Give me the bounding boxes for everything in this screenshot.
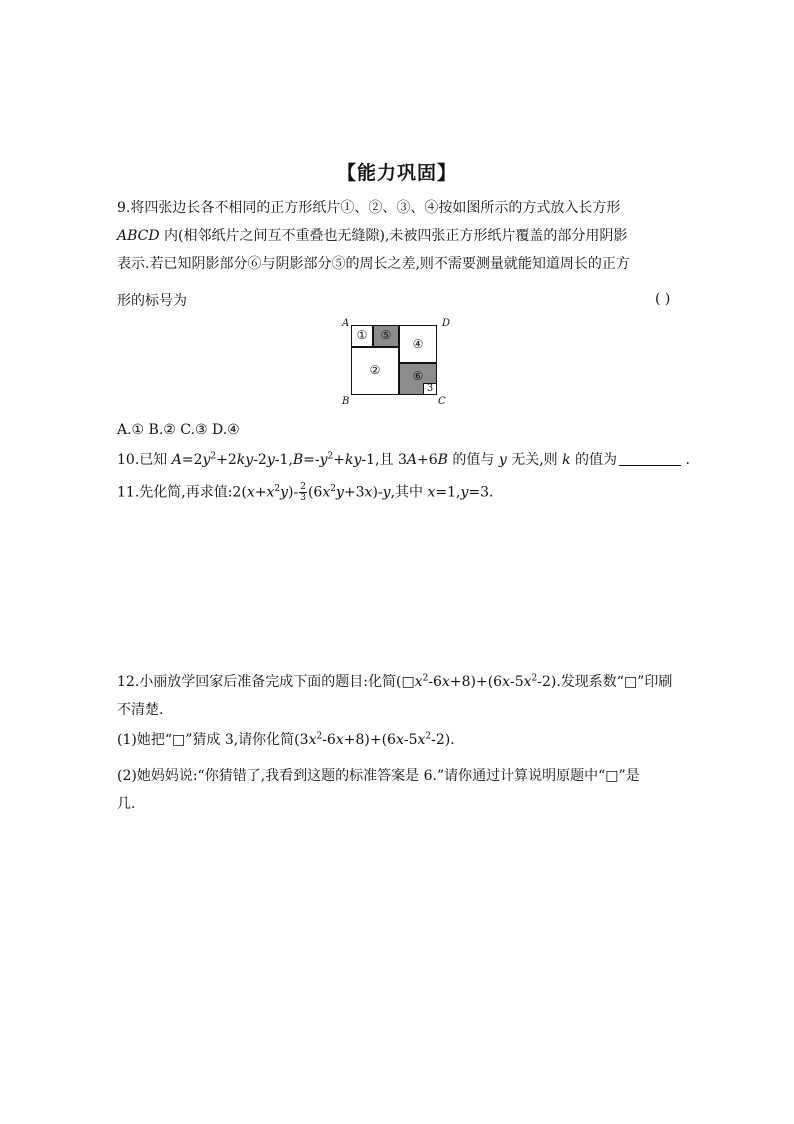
corner-c: C — [438, 396, 446, 407]
q9-figure — [336, 316, 456, 408]
q12-part2-line1: (2)她妈妈说:“你猜错了,我看到这题的标准答案是 6.”请你通过计算说明原题中“□”是 — [117, 768, 640, 784]
q9-answer-bracket: ( ) — [655, 291, 671, 307]
q10-line: 10.已知 $A=2y^2+2ky-2y-1,B=-y^2+ky-1$,且 3A+6B 的值与 y 无关,则 k 的值为 . — [117, 451, 690, 468]
q9-line3: 表示.若已知阴影部分⑥与阴影部分⑤的周长之差,则不需要测量就能知道周长的正方 — [117, 256, 630, 272]
q10-answer-blank[interactable] — [619, 451, 681, 466]
q9-line4: 形的标号为 — [117, 293, 187, 309]
q12-line1: 12.小丽放学回家后准备完成下面的题目:化简$(□x^2-6x+8)+(6x-5x^2-2)$.发现系数“□”印刷 — [117, 673, 673, 690]
q9-line1: 9.将四张边长各不相同的正方形纸片①、②、③、④按如图所示的方式放入长方形 — [117, 200, 621, 216]
square-1: ① — [351, 325, 373, 347]
q9-line2: ABCD 内(相邻纸片之间互不重叠也无缝隙),未被四张正方形纸片覆盖的部分用阴影 — [117, 228, 628, 244]
section-heading: 【能力巩固】 — [336, 162, 457, 184]
square-2: ② — [351, 347, 399, 395]
q12-line2: 不清楚. — [117, 702, 164, 718]
square-3: 3 — [423, 383, 437, 395]
q11-line: 11.先化简,再求值$:2(x+x^2y)-$ $\frac{2}{3}$ $(6x^2y+3x)-y$,其中 x=1,y=3. — [117, 482, 494, 503]
fraction-two-thirds: $\frac{2}{3}$ — [300, 482, 306, 503]
shaded-5: ⑤ — [373, 325, 399, 347]
shaded-6: ⑥ — [399, 363, 437, 395]
q12-part1: (1)她把“□”猜成 3,请你化简$(3x^2-6x+8)+(6x-5x^2-2)$. — [117, 731, 455, 748]
corner-d: D — [442, 318, 451, 329]
q9-options: A.① B.② C.③ D.④ — [117, 422, 240, 438]
corner-b: B — [342, 396, 350, 407]
corner-a: A — [342, 318, 350, 329]
square-4: ④ — [399, 325, 437, 363]
q12-part2-line2: 几. — [117, 796, 136, 812]
